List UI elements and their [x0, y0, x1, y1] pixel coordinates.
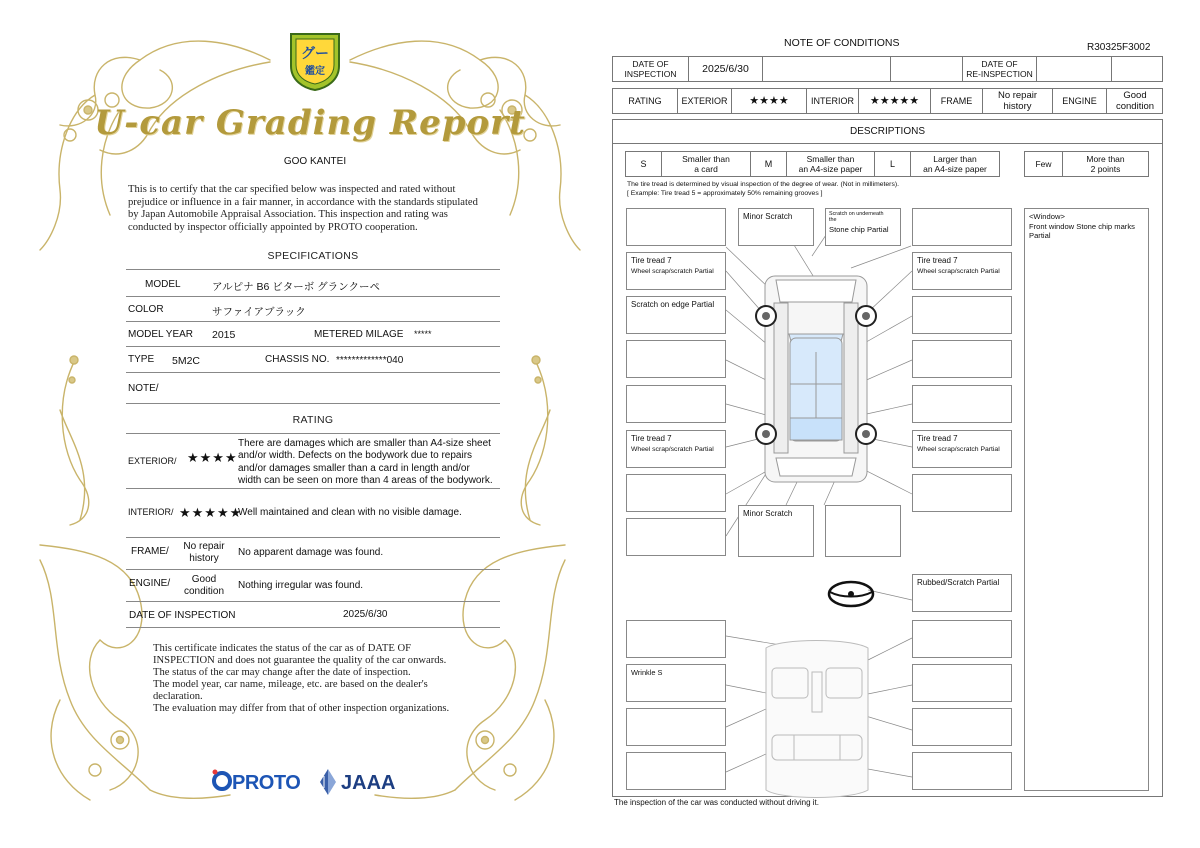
color-value: サファイアブラック [212, 306, 306, 318]
legend-l: L [875, 152, 911, 176]
window-line: Front window Stone chip marks [1029, 221, 1135, 231]
wheel-label: Wheel scrap/scratch Partial [631, 446, 714, 453]
intro-line: conducted by inspector officially appointed by PROTO cooperation. [128, 221, 418, 233]
color-label: COLOR [128, 304, 164, 315]
divider [126, 296, 500, 297]
engine-value-line: Good [191, 574, 217, 585]
interior-stars: ★★★★★ [859, 89, 931, 113]
interior-label: INTERIOR/ [128, 507, 174, 517]
descriptions-heading: DESCRIPTIONS [612, 119, 1163, 144]
model-year-value: 2015 [212, 329, 236, 341]
date-of-inspection-value: 2025/6/30 [689, 57, 763, 81]
note-box-tire-tr [912, 252, 1012, 290]
engine-description: Nothing irregular was found. [238, 580, 364, 591]
chassis-label: CHASSIS NO. [265, 354, 330, 365]
note-box-tire-bl [626, 430, 726, 468]
footer-line: declaration. [153, 690, 203, 702]
wheel-label: Wheel scrap/scratch Partial [917, 268, 1000, 275]
interior-description: Well maintained and clean with no visible damage. [238, 507, 462, 518]
value-line: No repair [997, 90, 1038, 101]
tire-label: Tire tread 7 [917, 256, 958, 265]
note-box [626, 474, 726, 512]
minor-scratch-label: Minor Scratch [743, 212, 793, 221]
value-line: condition [1115, 101, 1155, 112]
note-box [626, 208, 726, 246]
rating-label: RATING [613, 89, 678, 113]
description-line: width can be seen on more than 4 areas of the bodywork. [238, 474, 493, 486]
wheel-label: Wheel scrap/scratch Partial [631, 268, 714, 275]
note-box [912, 620, 1012, 658]
note-box [626, 708, 726, 746]
note-box-tire-br [912, 430, 1012, 468]
note-box [626, 385, 726, 423]
proto-logo-icon [212, 768, 232, 794]
date-label: DATE OF INSPECTION [129, 610, 236, 621]
note-box [912, 208, 1012, 246]
footer-line: The evaluation may differ from that of other inspection organizations. [153, 702, 450, 714]
window-line: Partial [1029, 231, 1051, 240]
legend-few: Few [1025, 152, 1063, 176]
intro-line: prejudice or influence in a fair manner, in accordance with the standards stipulated [128, 196, 478, 208]
footer-line: This certificate indicates the status of the car as of DATE OF [153, 643, 411, 654]
tiny-line: the [829, 217, 837, 223]
scratch-edge-label: Scratch on edge Partial [631, 300, 715, 309]
model-label: MODEL [145, 279, 181, 290]
note-line: [ Example: Tire tread 5 = approximately 50% remaining grooves ] [627, 190, 823, 197]
divider [126, 372, 500, 373]
note-box [912, 708, 1012, 746]
label-line: DATE OF [632, 59, 669, 69]
divider [126, 269, 500, 270]
note-box [825, 505, 901, 557]
certification-intro [128, 184, 508, 234]
note-of-conditions [606, 0, 1200, 848]
legend-line: a card [694, 164, 718, 174]
report-subtitle: GOO KANTEI [283, 156, 347, 167]
exterior-stars: ★★★★ [732, 89, 807, 113]
label-line: DATE OF [981, 59, 1018, 69]
rating-heading: RATING [292, 414, 334, 426]
underneath-label [829, 211, 884, 223]
frame-value-line: history [189, 552, 219, 564]
divider [126, 627, 500, 628]
footer-line: The status of the car may change after the date of inspection. [153, 666, 411, 678]
note-box [912, 752, 1012, 790]
frame-value [174, 541, 234, 564]
interior-label: INTERIOR [807, 89, 859, 113]
specifications-heading: SPECIFICATIONS [267, 250, 359, 262]
note-box [912, 664, 1012, 702]
engine-value-line: condition [183, 585, 225, 597]
note-box-minor-scratch-bottom [738, 505, 814, 557]
description-line: There are damages which are smaller than A4-size sheet [238, 438, 491, 449]
mileage-value: ***** [414, 329, 432, 339]
steering-wheel-icon [829, 582, 873, 606]
jaaa-logo-text: JAAA [341, 772, 396, 794]
note-box-minor-scratch-top [738, 208, 814, 246]
badge-line1: グー [301, 46, 329, 62]
note-box [626, 518, 726, 556]
legend-line: More than [1086, 154, 1125, 164]
legend-m: M [751, 152, 787, 176]
value-line: history [1003, 101, 1032, 112]
legend-s: S [626, 152, 662, 176]
window-line: <Window> [1029, 212, 1065, 221]
frame-description: No apparent damage was found. [238, 547, 384, 558]
window-notes-box [1024, 208, 1149, 791]
note-box [912, 474, 1012, 512]
model-year-label: MODEL YEAR [128, 329, 194, 340]
tire-label: Tire tread 7 [917, 434, 958, 443]
divider [126, 403, 500, 404]
tire-label: Tire tread 7 [631, 256, 672, 265]
footer-line: INSPECTION and does not guarantee the quality of the car onwards. [153, 654, 447, 666]
inspection-footer-note: The inspection of the car was conducted without driving it. [614, 798, 819, 807]
legend-line: an A4-size paper [923, 164, 987, 174]
note-box [626, 752, 726, 790]
interior-stars: ★★★★★ [179, 505, 243, 520]
description-line: and/or damages smaller than a card in length and/or [238, 462, 470, 474]
frame-label: FRAME [931, 89, 983, 113]
reference-number: R30325F3002 [1087, 42, 1151, 53]
note-box [912, 385, 1012, 423]
frame-value-line: No repair [183, 541, 225, 552]
engine-label: ENGINE/ [129, 578, 171, 589]
footer-line: The model year, car name, mileage, etc. are based on the dealer's [153, 678, 428, 690]
note-box-scratch-edge [626, 296, 726, 334]
exterior-label: EXTERIOR/ [128, 456, 177, 466]
proto-logo-text: PROTO [232, 772, 301, 794]
divider [126, 346, 500, 347]
exterior-description [238, 438, 503, 487]
label-line: RE-INSPECTION [966, 69, 1033, 79]
stone-chip-label: Stone chip Partial [829, 225, 889, 234]
divider [126, 537, 500, 538]
legend-line: Smaller than [806, 154, 855, 164]
note-box-tire-tl [626, 252, 726, 290]
frame-label: FRAME/ [131, 546, 169, 557]
date-value: 2025/6/30 [343, 609, 388, 620]
note-line: The tire tread is determined by visual inspection of the degree of wear. (Not in millimeters). [627, 181, 899, 188]
note-box [912, 296, 1012, 334]
intro-line: This is to certify that the car specified below was inspected and rated without [128, 184, 456, 195]
divider [126, 488, 500, 489]
tiny-line: Scratch on underneath [829, 211, 884, 217]
engine-label: ENGINE [1053, 89, 1107, 113]
certificate-footer [153, 643, 483, 714]
legend-line: an A4-size paper [798, 164, 863, 174]
note-box-wrinkle [626, 664, 726, 702]
divider [126, 601, 500, 602]
chassis-value: *************040 [336, 355, 404, 366]
report-title: U-car Grading Report [94, 103, 526, 143]
engine-value [174, 574, 234, 597]
badge-line2: 鑑定 [305, 66, 325, 77]
exterior-label: EXTERIOR [678, 89, 732, 113]
legend-line: 2 points [1090, 164, 1121, 174]
goo-kantei-badge-icon [287, 30, 343, 92]
divider [126, 321, 500, 322]
divider [126, 569, 500, 570]
model-value: アルピナ B6 ビターボ グランクーペ [212, 281, 380, 293]
note-box-stone-chip [825, 208, 901, 246]
type-label: TYPE [128, 354, 155, 365]
legend-line: Smaller than [682, 154, 730, 164]
note-box [626, 620, 726, 658]
mileage-label: METERED MILAGE [314, 329, 404, 340]
exterior-stars: ★★★★ [187, 450, 238, 465]
jaaa-logo-icon [318, 768, 338, 796]
note-title: NOTE OF CONDITIONS [784, 37, 900, 49]
description-line: and/or width. Defects on the bodywork due to repairs [238, 450, 473, 462]
note-box [912, 340, 1012, 378]
note-box-rubbed [912, 574, 1012, 612]
intro-line: by Japan Automobile Appraisal Association. This inspection and rating was [128, 209, 448, 221]
note-label: NOTE/ [128, 383, 159, 394]
tire-label: Tire tread 7 [631, 434, 672, 443]
minor-scratch-label: Minor Scratch [743, 509, 793, 518]
type-value: 5M2C [172, 355, 201, 367]
rubbed-label: Rubbed/Scratch Partial [917, 578, 1000, 587]
label-line: INSPECTION [624, 69, 677, 79]
divider [126, 433, 500, 434]
note-box [626, 340, 726, 378]
wheel-label: Wheel scrap/scratch Partial [917, 446, 1000, 453]
wrinkle-label: Wrinkle S [631, 668, 663, 677]
legend-line: Larger than [933, 154, 977, 164]
value-line: Good [1123, 90, 1147, 101]
